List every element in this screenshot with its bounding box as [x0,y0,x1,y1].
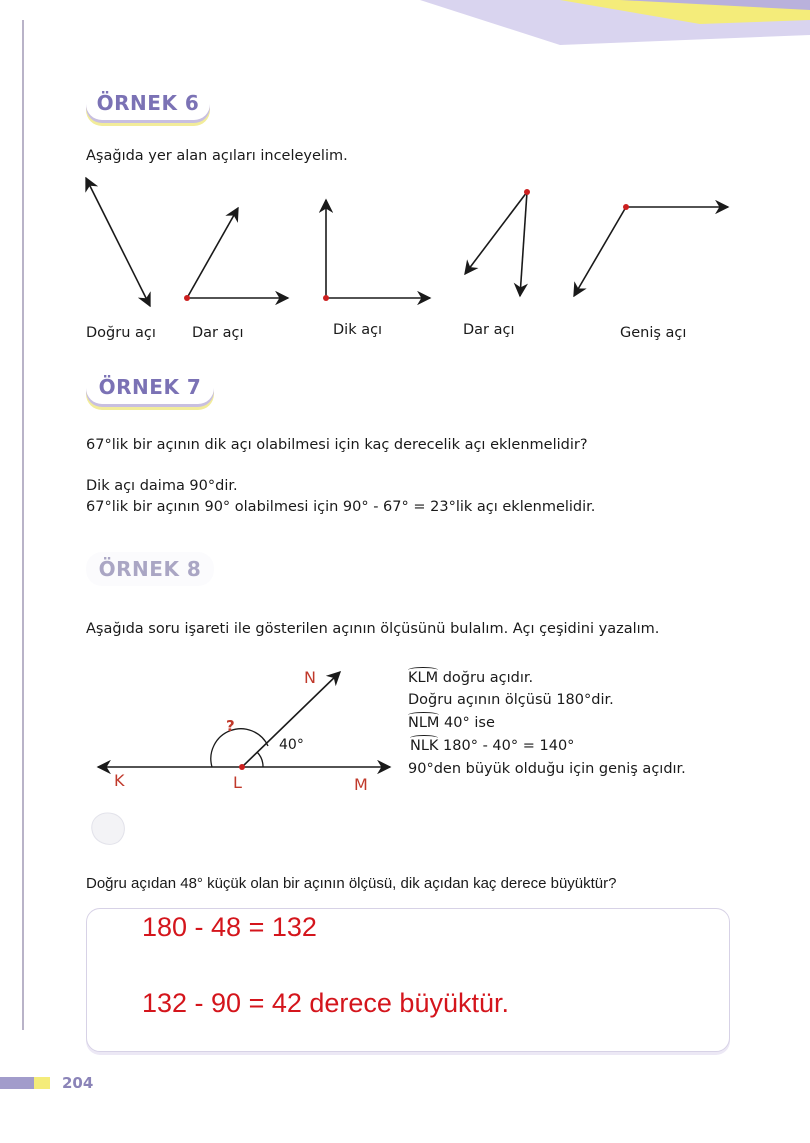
solution-line-1 [408,670,533,686]
known-angle-label: 40° [279,737,304,753]
solution-line-4 [410,738,574,754]
point-n-label: N [304,668,316,687]
example6-intro: Aşağıda yer alan açıları inceleyelim. [86,148,348,164]
point-m-label: M [354,775,368,794]
angle-label-right: Dik açı [333,322,383,338]
acute-angle-2 [465,189,530,296]
point-l-label: L [233,773,242,792]
example6-badge [86,86,210,120]
decorative-blob [86,808,130,848]
solution-line-5: 90°den büyük olduğu için geniş açıdır. [408,761,686,777]
left-margin-rule [22,20,24,1030]
unknown-angle-label: ? [226,717,235,735]
angle-label-acute-1: Dar açı [192,325,244,341]
solution-line-4-text: 180° - 40° = 140° [438,738,575,754]
page-number: 204 [62,1074,94,1092]
arc-unknown-angle [211,729,268,767]
solution-line-3-text: 40° ise [439,715,495,731]
angle-label-acute-2: Dar açı [463,322,515,338]
right-angle [323,200,430,301]
point-k-label: K [114,771,125,790]
top-decoration [0,0,810,60]
angle-nlm-symbol: NLM [408,715,440,731]
footer-bar-yellow [34,1077,50,1089]
vertex-l [239,764,245,770]
footer-bar-purple [0,1077,34,1089]
example8-badge-label: ÖRNEK 8 [98,557,202,581]
angle-klm-symbol: KLM [408,670,439,686]
solution-line-2: Doğru açının ölçüsü 180°dir. [408,692,614,708]
example7-badge-label: ÖRNEK 7 [98,375,202,399]
acute-angle-1 [184,208,288,301]
example8-question: Aşağıda soru işareti ile gösterilen açının ölçüsünü bulalım. Açı çeşidini yazalım. [86,621,660,637]
angle-label-straight: Doğru açı [86,325,156,341]
solution-line-3 [408,715,495,731]
straight-angle-ray [86,178,150,306]
obtuse-angle [574,204,728,296]
example7-line1: Dik açı daima 90°dir. [86,478,238,494]
angle-nlk-symbol: NLK [410,738,439,754]
example7-question: 67°lik bir açının dik açı olabilmesi için kaç derecelik açı eklenmelidir? [86,437,588,453]
angle-label-obtuse: Geniş açı [620,325,687,341]
example8-badge [86,552,214,586]
example6-badge-label: ÖRNEK 6 [96,91,200,115]
answer-line-2: 132 - 90 = 42 derece büyüktür. [142,988,510,1018]
angle-figures [70,170,760,315]
arc-40-angle [257,752,263,767]
answer-line-1: 180 - 48 = 132 [142,912,317,942]
solution-line-1-text: doğru açıdır. [438,670,534,686]
example7-badge [86,370,214,404]
example7-line2: 67°lik bir açının 90° olabilmesi için 90° - 67° = 23°lik açı eklenmelidir. [86,499,596,515]
exercise-question: Doğru açıdan 48° küçük olan bir açının ölçüsü, dik açıdan kaç derece büyüktür? [86,875,617,892]
